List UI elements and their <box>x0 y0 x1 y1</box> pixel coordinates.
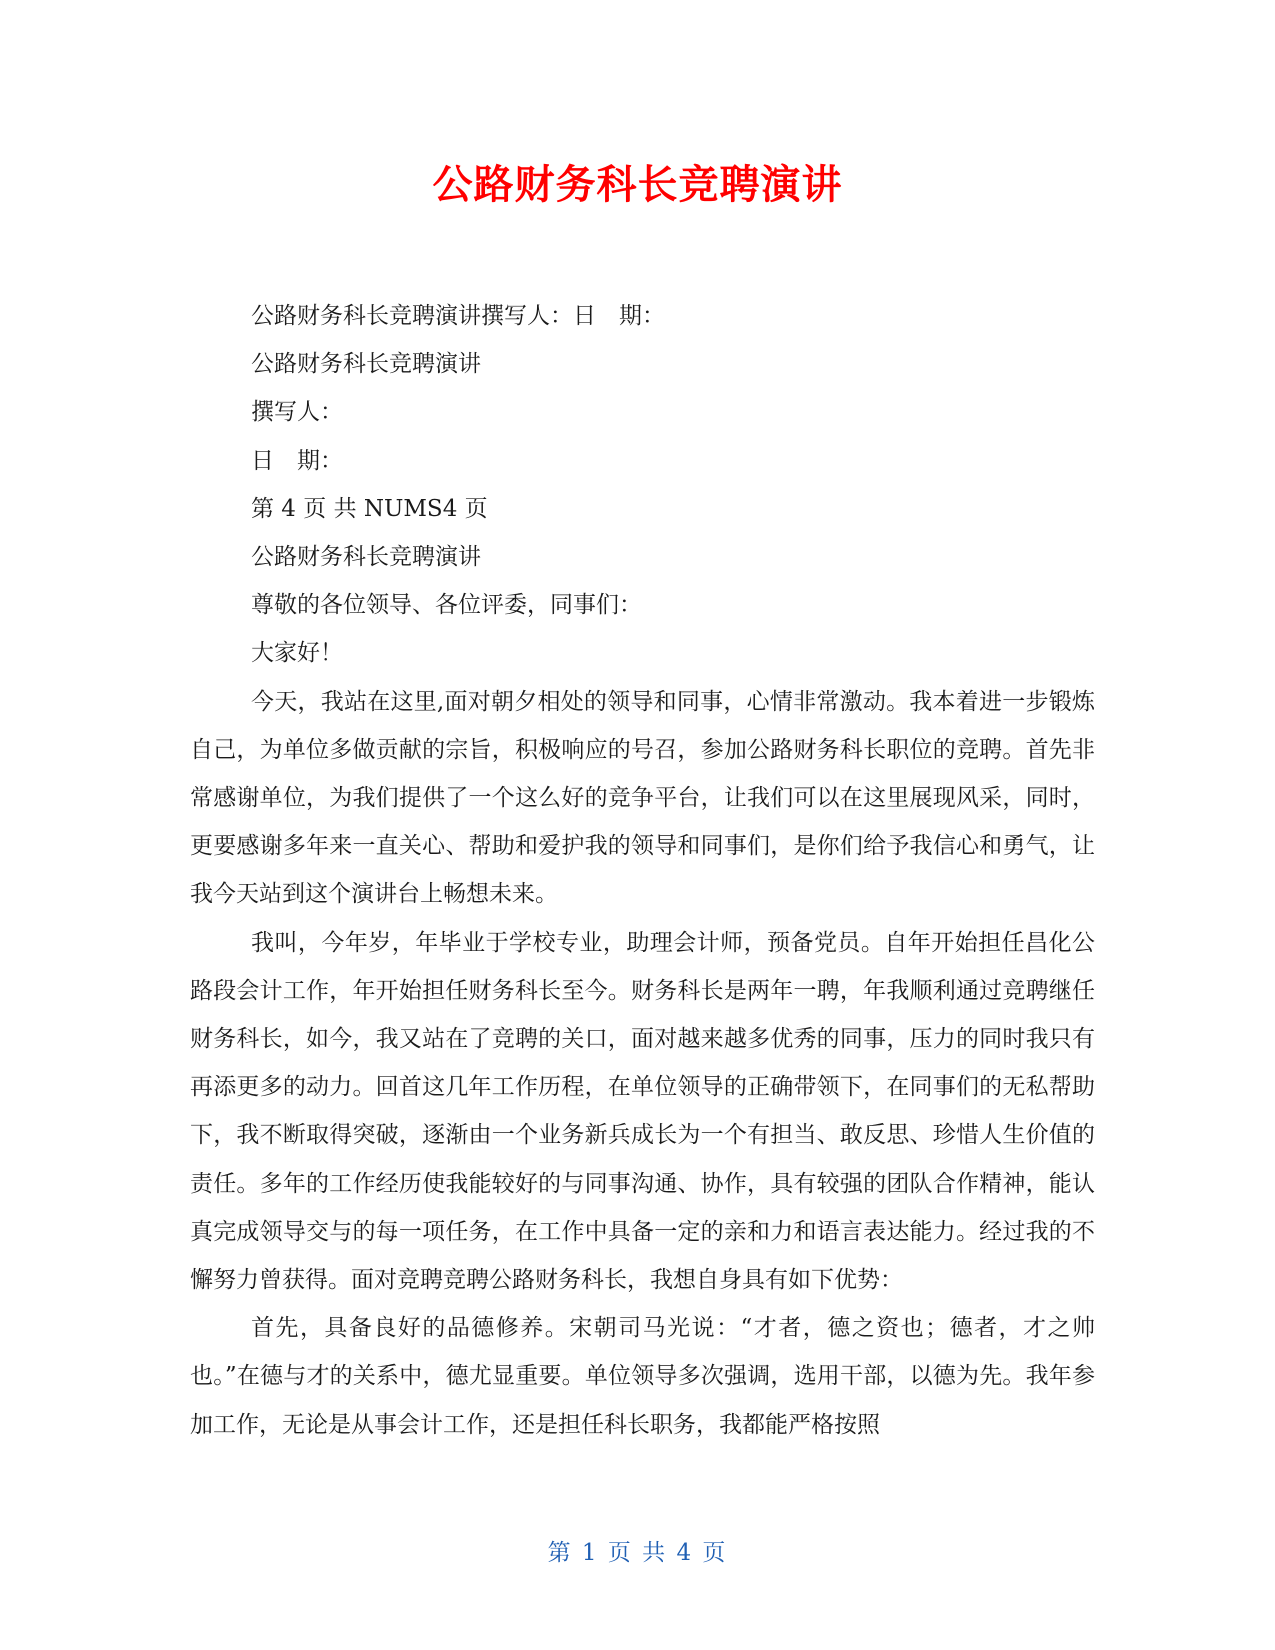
header-line: 公路财务科长竞聘演讲撰写人：日 期： <box>251 303 665 329</box>
paragraph-background: 我叫，今年岁，年毕业于学校专业，助理会计师，预备党员。自年开始担任昌化公路段会计工作，年开始担任财务科长至今。财务科长是两年一聘，年我顺利通过竞聘继任财务科长，如今，我又站在了竞聘的关口，面对越来越多优秀的同事，压力的同时我只有再添更多的动力。回首这几年工作历程，在单位领导的正确带领下，在同事们的无私帮助下，我不断取得突破，逐渐由一个业务新兵成长为一个有担当、敢反思、珍惜人生价值的责任。多年的工作经历使我能较好的与同事沟通、协作，具有较强的团队合作精神，能认真完成领导交与的每一项任务，在工作中具备一定的亲和力和语言表达能力。经过我的不懈努力曾获得。面对竞聘竞聘公路财务科长，我想自身具有如下优势： <box>190 929 1095 1294</box>
document-body <box>190 292 1095 1449</box>
speech-title-line: 公路财务科长竞聘演讲 <box>251 544 481 571</box>
subtitle-line: 公路财务科长竞聘演讲 <box>251 351 481 378</box>
author-line: 撰写人： <box>251 399 343 426</box>
greeting-line: 大家好！ <box>251 640 343 667</box>
page-count-line: 第 4 页 共 NUMS4 页 <box>251 495 488 522</box>
paragraph-intro: 今天，我站在这里,面对朝夕相处的领导和同事，心情非常激动。我本着进一步锻炼自己，为单位多做贡献的宗旨，积极响应的号召，参加公路财务科长职位的竞聘。首先非常感谢单位，为我们提供了一个这么好的竞争平台，让我们可以在这里展现风采，同时，更要感谢多年来一直关心、帮助和爱护我的领导和同事们，是你们给予我信心和勇气，让我今天站到这个演讲台上畅想未来。 <box>190 688 1095 908</box>
page-footer: 第 1 页 共 4 页 <box>547 1540 728 1566</box>
salutation-line: 尊敬的各位领导、各位评委，同事们： <box>251 592 642 619</box>
date-line: 日 期： <box>251 447 343 474</box>
document-title: 公路财务科长竞聘演讲 <box>432 162 843 208</box>
paragraph-advantages: 首先，具备良好的品德修养。宋朝司马光说：“才者，德之资也；德者，才之帅也。”在德与才的关系中，德尤显重要。单位领导多次强调，选用干部，以德为先。我年参加工作，无论是从事会计工作，还是担任科长职务，我都能严格按照 <box>190 1315 1095 1438</box>
